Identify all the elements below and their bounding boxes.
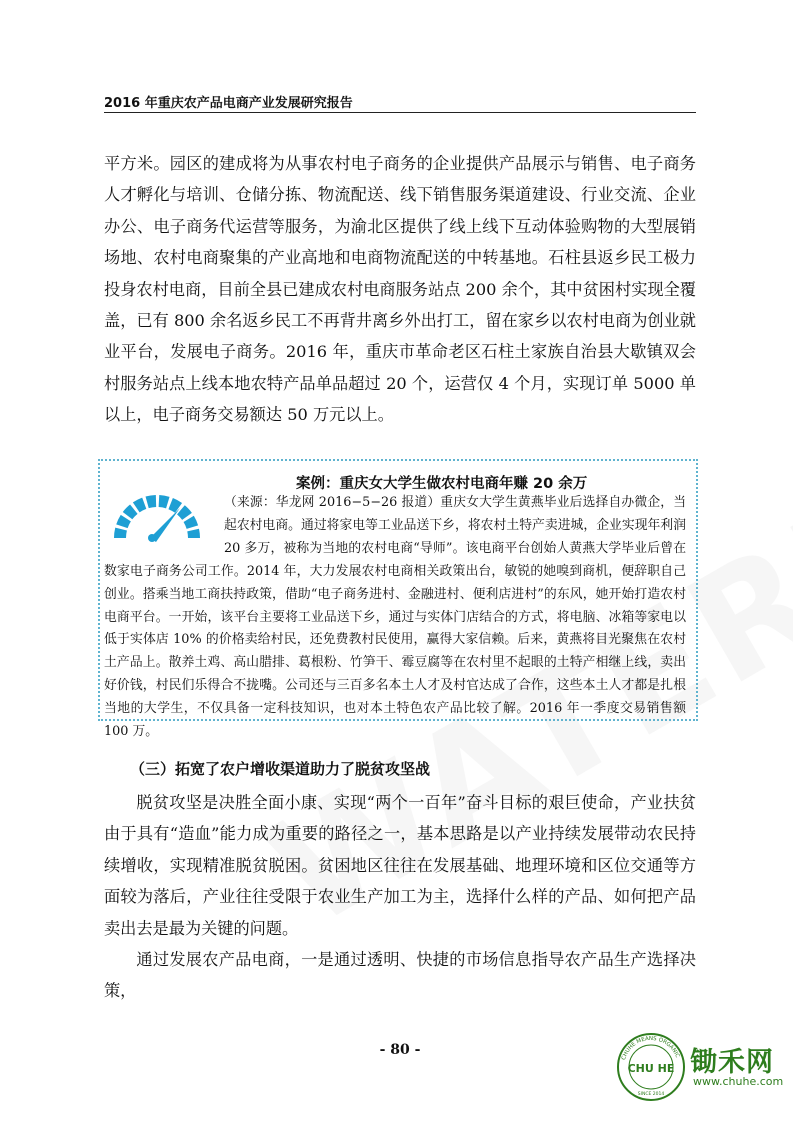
case-study-text-block xyxy=(104,492,686,744)
body-paragraph-1: 平方米。园区的建成将为从事农村电子商务的企业提供产品展示与销售、电子商务人才孵化与培训、仓储分拣、物流配送、线下销售服务渠道建设、行业交流、企业办公、电子商务代运营等服务，为渝北区提供了线上线下互动体验购物的大型展销场地、农村电商聚集的产业高地和电商物流配送的中转基地。石柱县返乡民工极力投身农村电商，目前全县已建成农村电商服务站点 200 余个，其中贫困村实现全覆盖，已有 800 余名返乡民工不再背井离乡外出打工，留在家乡以农村电商为创业就业平台，发展电子商务。2016 年，重庆市革命老区石柱土家族自治县大歇镇双会村服务站点上线本地农特产品单品超过 20 个，运营仅 4 个月，实现订单 5000 单以上，电子商务交易额达 50 万元以上。 xyxy=(104,154,696,425)
section-paragraph-2: 通过发展农产品电商，一是通过透明、快捷的市场信息指导农产品生产选择决策， xyxy=(104,950,696,1001)
logo-name: 锄禾网 xyxy=(690,1047,774,1078)
page-number: - 80 - xyxy=(379,1042,421,1058)
chuhe-logo-icon xyxy=(616,1032,686,1102)
logo-url: www.chuhe.com xyxy=(693,1075,784,1088)
case-study-text: （来源：华龙网 2016−5−26 报道）重庆女大学生黄燕毕业后选择自办微企，当起农村电商。通过将家电等工业品送下乡，将农村土特产卖进城，企业实现年利润 20 多万，被称为当地的农村电商“导师”。该电商平台创始人黄燕大学毕业后曾在数家电子商务公司工作。2014 年，大力发展农村电商相关政策出台，敏锐的她嗅到商机，便辞职自己创业。搭乘当地工商扶持政策，借助“电子商务进村、金融进村、便利店进村”的东风，她开始打造农村电商平台。一开始，该平台主要将工业品送下乡，通过与实体门店结合的方式，将电脑、冰箱等家电以低于实体店 10% 的价格卖给村民，还免费教村民使用，赢得大家信赖。后来，黄燕将目光聚焦在农村土产品上。散养土鸡、高山腊排、葛根粉、竹笋干、霉豆腐等在农村里不起眼的土特产相继上线，卖出好价钱，村民们乐得合不拢嘴。公司还与三百多名本土人才及村官达成了合作，这些本土人才都是扎根当地的大学生，不仅具备一定科技知识，也对本土特色农产品比较了解。2016 年一季度交易销售额 100 万。 xyxy=(104,495,686,740)
running-header: 2016 年重庆农产品电商产业发展研究报告 xyxy=(104,96,353,111)
section-paragraph-1: 脱贫攻坚是决胜全面小康、实现“两个一百年”奋斗目标的艰巨使命，产业扶贫由于具有“造血”能力成为重要的路径之一，基本思路是以产业持续发展带动农民持续增收，实现精准脱贫脱困。贫困地区往往在发展基础、地理环境和区位交通等方面较为落后，产业往往受限于农业生产加工为主，选择什么样的产品、如何把产品卖出去是最为关键的问题。 xyxy=(104,793,696,938)
logo-since-text: SINCE 2014 xyxy=(637,1092,665,1097)
logo-mark-text: CHU HE xyxy=(627,1062,675,1075)
header-divider xyxy=(104,112,696,113)
case-study-title: 案例：重庆女大学生做农村电商年赚 20 余万 xyxy=(296,476,588,492)
section-heading: （三）拓宽了农户增收渠道助力了脱贫攻坚战 xyxy=(130,760,431,778)
logo-ring-text: CHUHE MEANS ORGANIC xyxy=(620,1035,681,1061)
